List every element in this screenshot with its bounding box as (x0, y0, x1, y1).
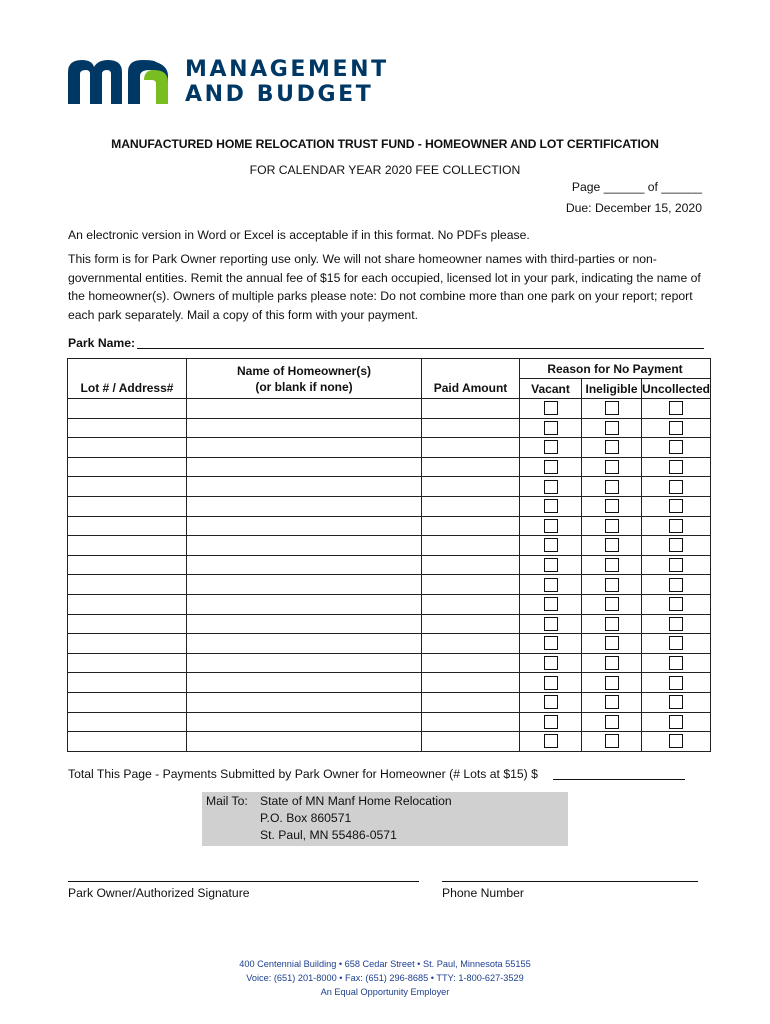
uncollected-cell (642, 653, 711, 673)
uncollected-checkbox[interactable] (669, 421, 683, 435)
footer-address: 400 Centennial Building • 658 Cedar Street • St. Paul, Minnesota 55155 (239, 959, 531, 969)
table-row (68, 634, 711, 654)
paid-amount-cell[interactable] (422, 418, 520, 438)
lot-address-cell[interactable] (68, 418, 187, 438)
vacant-checkbox[interactable] (544, 480, 558, 494)
uncollected-cell (642, 457, 711, 477)
paid-amount-cell[interactable] (422, 712, 520, 732)
logo-text-line2: AND BUDGET (185, 82, 374, 107)
vacant-checkbox[interactable] (544, 421, 558, 435)
uncollected-cell (642, 516, 711, 536)
mail-address-line3: St. Paul, MN 55486-0571 (260, 828, 397, 842)
ineligible-checkbox[interactable] (605, 715, 619, 729)
uncollected-cell (642, 496, 711, 516)
vacant-checkbox[interactable] (544, 656, 558, 670)
paid-amount-cell[interactable] (422, 653, 520, 673)
homeowner-name-cell[interactable] (187, 438, 422, 458)
col-header-homeowner-line2: (or blank if none) (255, 380, 353, 394)
vacant-cell (520, 516, 582, 536)
vacant-cell (520, 536, 582, 556)
footer-eoe: An Equal Opportunity Employer (320, 987, 450, 997)
due-date: Due: December 15, 2020 (565, 201, 702, 215)
vacant-cell (520, 594, 582, 614)
paid-amount-cell[interactable] (422, 477, 520, 497)
park-name-label: Park Name: (68, 336, 136, 350)
total-this-page-label: Total This Page - Payments Submitted by Park Owner for Homeowner (# Lots at $15) $ (68, 767, 538, 781)
homeowner-name-cell[interactable] (187, 555, 422, 575)
vacant-cell (520, 634, 582, 654)
ineligible-cell (582, 477, 642, 497)
table-row (68, 457, 711, 477)
paid-amount-cell[interactable] (422, 673, 520, 693)
ineligible-checkbox[interactable] (605, 421, 619, 435)
table-row (68, 496, 711, 516)
vacant-checkbox[interactable] (544, 558, 558, 572)
total-amount-field[interactable] (553, 779, 685, 780)
ineligible-cell (582, 614, 642, 634)
ineligible-cell (582, 399, 642, 419)
paid-amount-cell[interactable] (422, 555, 520, 575)
uncollected-cell (642, 536, 711, 556)
vacant-cell (520, 712, 582, 732)
uncollected-checkbox[interactable] (669, 519, 683, 533)
uncollected-cell (642, 634, 711, 654)
table-row (68, 399, 711, 419)
electronic-version-note: An electronic version in Word or Excel is acceptable if in this format. No PDFs please. (68, 228, 530, 242)
ineligible-cell (582, 536, 642, 556)
ineligible-cell (582, 673, 642, 693)
paid-amount-cell[interactable] (422, 399, 520, 419)
mail-address-line1: State of MN Manf Home Relocation (260, 794, 452, 808)
uncollected-checkbox[interactable] (669, 597, 683, 611)
table-row (68, 653, 711, 673)
uncollected-checkbox[interactable] (669, 715, 683, 729)
uncollected-checkbox[interactable] (669, 480, 683, 494)
homeowner-name-cell[interactable] (187, 516, 422, 536)
uncollected-cell (642, 477, 711, 497)
col-header-uncollected: Uncollected (642, 379, 711, 399)
vacant-cell (520, 555, 582, 575)
uncollected-checkbox[interactable] (669, 578, 683, 592)
paid-amount-cell[interactable] (422, 614, 520, 634)
homeowner-name-cell[interactable] (187, 732, 422, 752)
lots-table-body (68, 399, 711, 752)
vacant-cell (520, 457, 582, 477)
ineligible-checkbox[interactable] (605, 519, 619, 533)
lot-address-cell[interactable] (68, 614, 187, 634)
paid-amount-cell[interactable] (422, 594, 520, 614)
lot-address-cell[interactable] (68, 496, 187, 516)
vacant-cell (520, 732, 582, 752)
ineligible-cell (582, 634, 642, 654)
table-row (68, 594, 711, 614)
paid-amount-cell[interactable] (422, 634, 520, 654)
vacant-checkbox[interactable] (544, 734, 558, 748)
ineligible-checkbox[interactable] (605, 734, 619, 748)
vacant-cell (520, 673, 582, 693)
table-row (68, 575, 711, 595)
vacant-checkbox[interactable] (544, 401, 558, 415)
vacant-checkbox[interactable] (544, 578, 558, 592)
ineligible-cell (582, 418, 642, 438)
paid-amount-cell[interactable] (422, 438, 520, 458)
table-row (68, 692, 711, 712)
lot-address-cell[interactable] (68, 555, 187, 575)
uncollected-cell (642, 614, 711, 634)
table-row (68, 712, 711, 732)
homeowner-name-cell[interactable] (187, 418, 422, 438)
ineligible-checkbox[interactable] (605, 676, 619, 690)
homeowner-name-cell[interactable] (187, 692, 422, 712)
ineligible-checkbox[interactable] (605, 617, 619, 631)
vacant-checkbox[interactable] (544, 636, 558, 650)
uncollected-checkbox[interactable] (669, 676, 683, 690)
park-name-field[interactable] (137, 348, 704, 349)
homeowner-name-cell[interactable] (187, 634, 422, 654)
uncollected-cell (642, 555, 711, 575)
uncollected-cell (642, 399, 711, 419)
uncollected-cell (642, 673, 711, 693)
lot-address-cell[interactable] (68, 732, 187, 752)
vacant-cell (520, 438, 582, 458)
table-row (68, 555, 711, 575)
lots-table (67, 358, 711, 752)
lot-address-cell[interactable] (68, 536, 187, 556)
lot-address-cell[interactable] (68, 653, 187, 673)
paid-amount-cell[interactable] (422, 516, 520, 536)
vacant-checkbox[interactable] (544, 538, 558, 552)
homeowner-name-cell[interactable] (187, 457, 422, 477)
col-header-reason: Reason for No Payment (520, 359, 711, 379)
table-row (68, 438, 711, 458)
uncollected-checkbox[interactable] (669, 558, 683, 572)
table-row (68, 477, 711, 497)
vacant-checkbox[interactable] (544, 617, 558, 631)
lot-address-cell[interactable] (68, 399, 187, 419)
table-row (68, 673, 711, 693)
uncollected-cell (642, 732, 711, 752)
uncollected-checkbox[interactable] (669, 499, 683, 513)
homeowner-name-cell[interactable] (187, 653, 422, 673)
table-row (68, 732, 711, 752)
col-header-homeowner (187, 359, 422, 399)
col-header-paid: Paid Amount (422, 359, 520, 399)
vacant-cell (520, 692, 582, 712)
ineligible-cell (582, 594, 642, 614)
vacant-cell (520, 496, 582, 516)
table-row (68, 418, 711, 438)
ineligible-checkbox[interactable] (605, 460, 619, 474)
ineligible-cell (582, 575, 642, 595)
ineligible-checkbox[interactable] (605, 499, 619, 513)
homeowner-name-cell[interactable] (187, 712, 422, 732)
vacant-cell (520, 399, 582, 419)
mail-address-line2: P.O. Box 860571 (260, 811, 352, 825)
lot-address-cell[interactable] (68, 477, 187, 497)
phone-number-label: Phone Number (442, 886, 524, 900)
vacant-checkbox[interactable] (544, 695, 558, 709)
vacant-checkbox[interactable] (544, 715, 558, 729)
lot-address-cell[interactable] (68, 575, 187, 595)
lot-address-cell[interactable] (68, 438, 187, 458)
paid-amount-cell[interactable] (422, 575, 520, 595)
ineligible-cell (582, 653, 642, 673)
footer-contact: Voice: (651) 201-8000 • Fax: (651) 296-8685 • TTY: 1-800-627-3529 (246, 973, 524, 983)
form-subtitle: FOR CALENDAR YEAR 2020 FEE COLLECTION (249, 163, 521, 177)
paid-amount-cell[interactable] (422, 496, 520, 516)
homeowner-name-cell[interactable] (187, 594, 422, 614)
uncollected-cell (642, 594, 711, 614)
ineligible-cell (582, 555, 642, 575)
ineligible-cell (582, 438, 642, 458)
ineligible-cell (582, 732, 642, 752)
vacant-checkbox[interactable] (544, 499, 558, 513)
lot-address-cell[interactable] (68, 457, 187, 477)
ineligible-checkbox[interactable] (605, 440, 619, 454)
homeowner-name-cell[interactable] (187, 536, 422, 556)
ineligible-cell (582, 692, 642, 712)
lot-address-cell[interactable] (68, 692, 187, 712)
uncollected-checkbox[interactable] (669, 617, 683, 631)
col-header-vacant: Vacant (520, 379, 582, 399)
paid-amount-cell[interactable] (422, 732, 520, 752)
table-row (68, 536, 711, 556)
lot-address-cell[interactable] (68, 516, 187, 536)
ineligible-checkbox[interactable] (605, 597, 619, 611)
col-header-homeowner-line1: Name of Homeowner(s) (236, 364, 372, 378)
lot-address-cell[interactable] (68, 673, 187, 693)
mail-to-label: Mail To: (206, 794, 248, 808)
uncollected-cell (642, 438, 711, 458)
uncollected-checkbox[interactable] (669, 636, 683, 650)
vacant-checkbox[interactable] (544, 440, 558, 454)
vacant-checkbox[interactable] (544, 460, 558, 474)
vacant-cell (520, 614, 582, 634)
uncollected-checkbox[interactable] (669, 440, 683, 454)
homeowner-name-cell[interactable] (187, 614, 422, 634)
ineligible-cell (582, 496, 642, 516)
ineligible-cell (582, 712, 642, 732)
mmb-logo (68, 58, 388, 108)
form-title: MANUFACTURED HOME RELOCATION TRUST FUND - HOMEOWNER AND LOT CERTIFICATION (111, 137, 659, 151)
instructions-paragraph: This form is for Park Owner reporting use only. We will not share homeowner names with third-parties or non-governmental entities. Remit the annual fee of $15 for each occupied, licensed lot in your park, indicating the name of the homeowner(s). Owners of multiple parks please note: Do not combine more than one park on your report; report each park separately. Mail a copy of this form with your payment. (68, 252, 701, 322)
homeowner-name-cell[interactable] (187, 673, 422, 693)
col-header-lot: Lot # / Address# (68, 359, 187, 399)
uncollected-checkbox[interactable] (669, 460, 683, 474)
uncollected-cell (642, 712, 711, 732)
ineligible-checkbox[interactable] (605, 578, 619, 592)
col-header-ineligible: Ineligible (582, 379, 642, 399)
uncollected-checkbox[interactable] (669, 695, 683, 709)
homeowner-name-cell[interactable] (187, 575, 422, 595)
ineligible-cell (582, 516, 642, 536)
uncollected-cell (642, 418, 711, 438)
homeowner-name-cell[interactable] (187, 477, 422, 497)
lot-address-cell[interactable] (68, 594, 187, 614)
ineligible-checkbox[interactable] (605, 636, 619, 650)
signature-label: Park Owner/Authorized Signature (68, 886, 250, 900)
vacant-checkbox[interactable] (544, 519, 558, 533)
ineligible-checkbox[interactable] (605, 695, 619, 709)
paid-amount-cell[interactable] (422, 536, 520, 556)
uncollected-checkbox[interactable] (669, 538, 683, 552)
ineligible-checkbox[interactable] (605, 538, 619, 552)
table-row (68, 614, 711, 634)
lot-address-cell[interactable] (68, 712, 187, 732)
ineligible-checkbox[interactable] (605, 401, 619, 415)
paid-amount-cell[interactable] (422, 457, 520, 477)
paid-amount-cell[interactable] (422, 692, 520, 712)
vacant-cell (520, 477, 582, 497)
vacant-cell (520, 653, 582, 673)
ineligible-checkbox[interactable] (605, 558, 619, 572)
signature-field[interactable] (68, 881, 419, 882)
uncollected-checkbox[interactable] (669, 401, 683, 415)
vacant-cell (520, 575, 582, 595)
uncollected-checkbox[interactable] (669, 734, 683, 748)
mn-logo-mark-icon (68, 58, 170, 104)
homeowner-name-cell[interactable] (187, 496, 422, 516)
vacant-checkbox[interactable] (544, 676, 558, 690)
phone-number-field[interactable] (442, 881, 698, 882)
logo-text-line1: MANAGEMENT (185, 57, 389, 82)
uncollected-cell (642, 692, 711, 712)
vacant-cell (520, 418, 582, 438)
uncollected-checkbox[interactable] (669, 656, 683, 670)
ineligible-checkbox[interactable] (605, 656, 619, 670)
uncollected-cell (642, 575, 711, 595)
ineligible-cell (582, 457, 642, 477)
ineligible-checkbox[interactable] (605, 480, 619, 494)
table-row (68, 516, 711, 536)
lot-address-cell[interactable] (68, 634, 187, 654)
vacant-checkbox[interactable] (544, 597, 558, 611)
mail-to-box (202, 792, 568, 846)
homeowner-name-cell[interactable] (187, 399, 422, 419)
page-number-field[interactable]: Page ______ of ______ (571, 180, 702, 194)
